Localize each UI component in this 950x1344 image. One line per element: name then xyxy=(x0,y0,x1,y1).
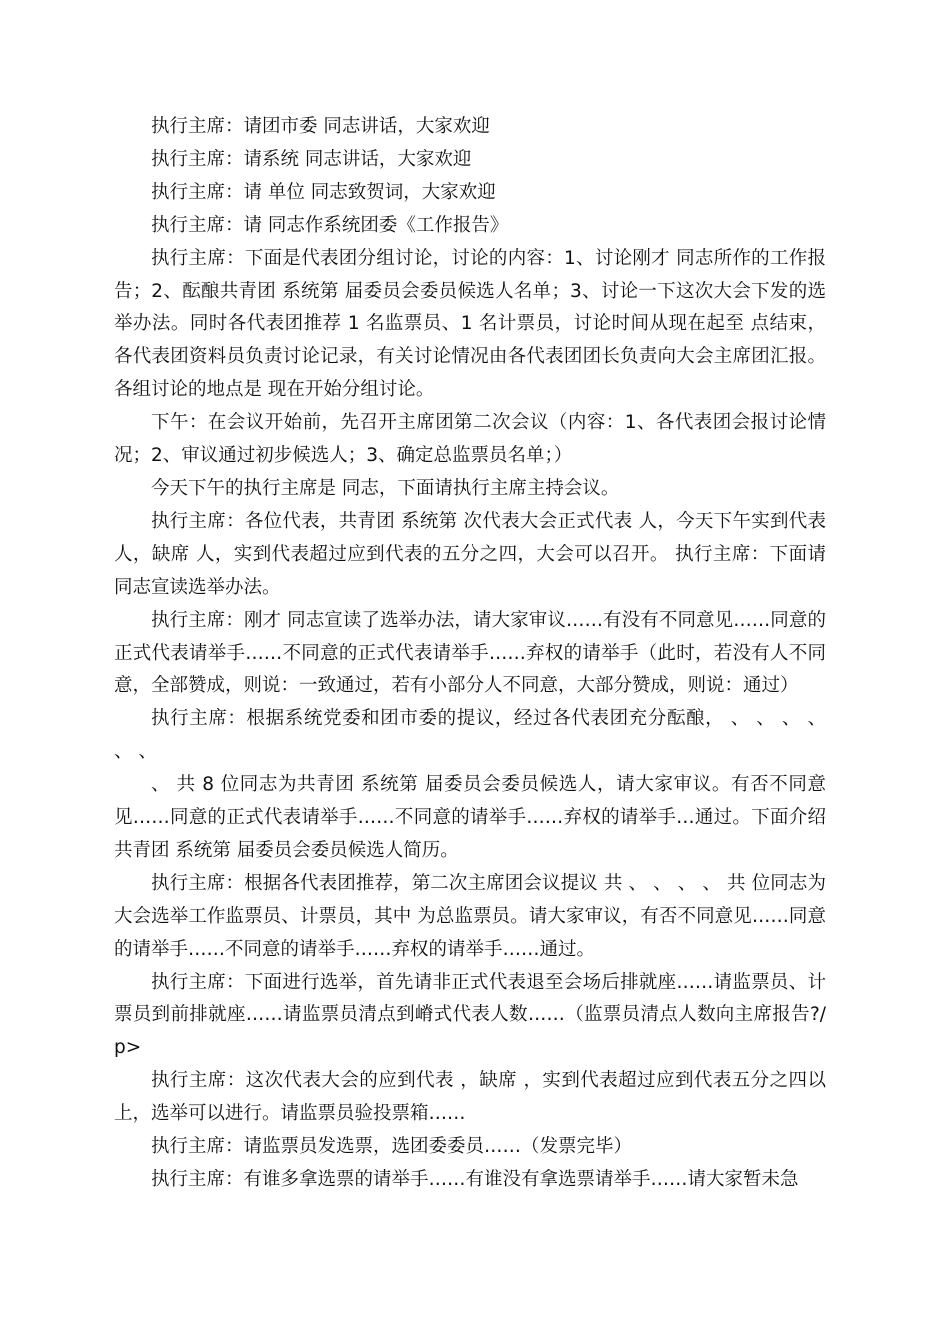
paragraph: 、 共 8 位同志为共青团 系统第 届委员会委员候选人，请大家审议。有否不同意见……同意的正式代表请举手……不同意的请举手……弃权的请举手…通过。下面介绍共青团 系统第 届委员会委员候选人简历。 xyxy=(114,774,826,861)
paragraph: 执行主席：有谁多拿选票的请举手……有谁没有拿选票请举手……请大家暂未急 xyxy=(151,1169,799,1190)
paragraph: 执行主席：这次代表大会的应到代表 ，缺席 ，实到代表超过应到代表五分之四以上，选举可以进行。请监票员验投票箱…… xyxy=(114,1070,826,1125)
paragraph: 执行主席：请 单位 同志致贺词，大家欢迎 xyxy=(151,181,496,203)
paragraph: 执行主席：下面进行选举，首先请非正式代表退至会场后排就座……请监票员、计票员到前排就座……请监票员清点到嵴式代表人数……（监票员清点人数向主席报告?/p> xyxy=(114,971,826,1059)
paragraph: 执行主席：刚才 同志宣读了选举办法，请大家审议……有没有不同意见……同意的正式代表请举手……不同意的正式代表请举手……弃权的请举手（此时，若没有人不同意，全部赞成，则说：一致通过，若有小部分人不同意，大部分赞成，则说：通过） xyxy=(114,609,826,697)
paragraph: 执行主席：请系统 同志讲话，大家欢迎 xyxy=(151,148,472,170)
paragraph: 执行主席：请 同志作系统团委《工作报告》 xyxy=(151,214,509,236)
paragraph: 执行主席：根据各代表团推荐，第二次主席团会议提议 共 、 、 、 、 共 位同志为大会选举工作监票员、计票员，其中 为总监票员。请大家审议，有否不同意见……同意的请举手……不同意的请举手……弃权的请举手……通过。 xyxy=(114,872,826,960)
document-body xyxy=(114,111,826,1197)
paragraph: 执行主席：根据系统党委和团市委的提议，经过各代表团充分酝酿， 、 、 、 、 、 、 xyxy=(114,708,826,763)
paragraph: 执行主席：请监票员发选票，选团委委员……（发票完毕） xyxy=(151,1136,633,1158)
paragraph: 执行主席：请团市委 同志讲话，大家欢迎 xyxy=(151,116,490,137)
paragraph: 今天下午的执行主席是 同志，下面请执行主席主持会议。 xyxy=(151,477,620,499)
paragraph: 下午：在会议开始前，先召开主席团第二次会议（内容：1、各代表团会报讨论情况；2、审议通过初步候选人；3、确定总监票员名单；） xyxy=(114,412,826,467)
paragraph: 执行主席：各位代表，共青团 系统第 次代表大会正式代表 人，今天下午实到代表 人，缺席 人，实到代表超过应到代表的五分之四，大会可以召开。 执行主席：下面请 同志宣读选举办法。 xyxy=(114,510,826,598)
paragraph: 执行主席：下面是代表团分组讨论，讨论的内容：1、讨论刚才 同志所作的工作报告；2、酝酿共青团 系统第 届委员会委员候选人名单；3、讨论一下这次大会下发的选举办法。同时各代表团推荐 1 名监票员、1 名计票员，讨论时间从现在起至 点结束，各代表团资料员负责讨论记录，有关讨论情况由各代表团团长负责向大会主席团汇报。各组讨论的地点是 现在开始分组讨论。 xyxy=(114,247,826,401)
